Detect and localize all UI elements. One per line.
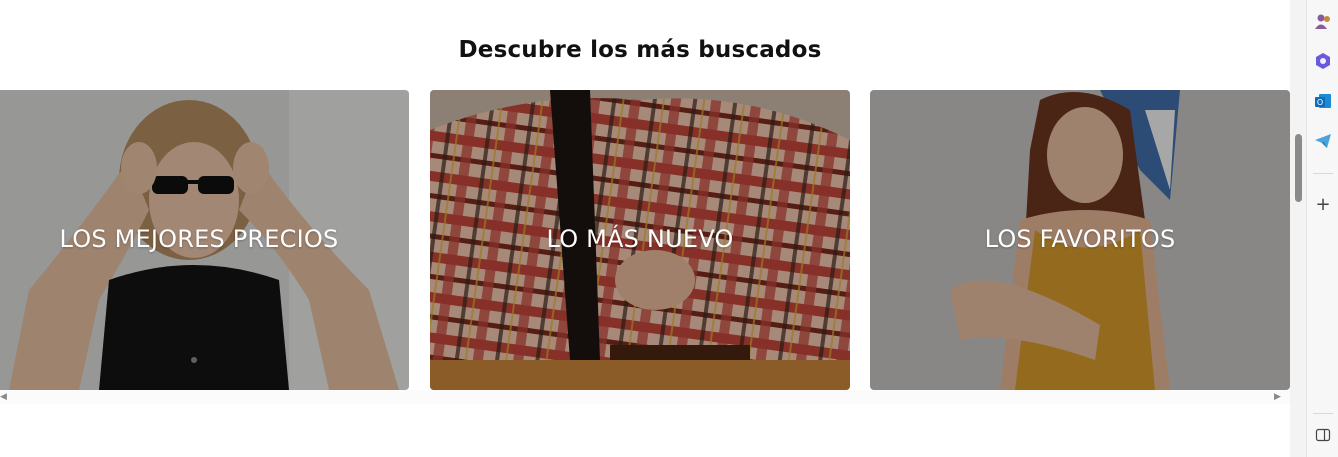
carousel-track [0, 90, 1290, 390]
card-label: LOS MEJORES PRECIOS [59, 225, 339, 253]
card-favorites[interactable] [870, 90, 1290, 390]
card-best-prices[interactable] [0, 90, 409, 390]
sidebar-divider [1313, 413, 1333, 414]
card-label: LO MÁS NUEVO [546, 225, 734, 253]
telegram-icon[interactable] [1314, 132, 1332, 150]
section-title: Descubre los más buscados [458, 37, 822, 64]
card-newest[interactable] [430, 90, 850, 390]
vertical-scrollbar[interactable] [1290, 0, 1306, 457]
outlook-icon[interactable] [1314, 92, 1332, 110]
copilot-icon[interactable] [1314, 52, 1332, 70]
horizontal-scrollbar[interactable] [0, 390, 1290, 404]
card-label: LOS FAVORITOS [984, 225, 1176, 253]
add-icon[interactable]: + [1315, 194, 1331, 215]
sidebar-divider [1313, 173, 1333, 174]
people-icon[interactable] [1314, 12, 1332, 30]
scroll-left-icon[interactable]: ◀ [0, 392, 7, 402]
svg-text:O: O [1316, 98, 1324, 107]
sidebar-toggle-icon[interactable] [1314, 426, 1332, 444]
browser-edge-sidebar [1306, 0, 1338, 457]
scrollbar-thumb[interactable] [1295, 134, 1302, 202]
scroll-right-icon[interactable]: ▶ [1274, 392, 1281, 402]
